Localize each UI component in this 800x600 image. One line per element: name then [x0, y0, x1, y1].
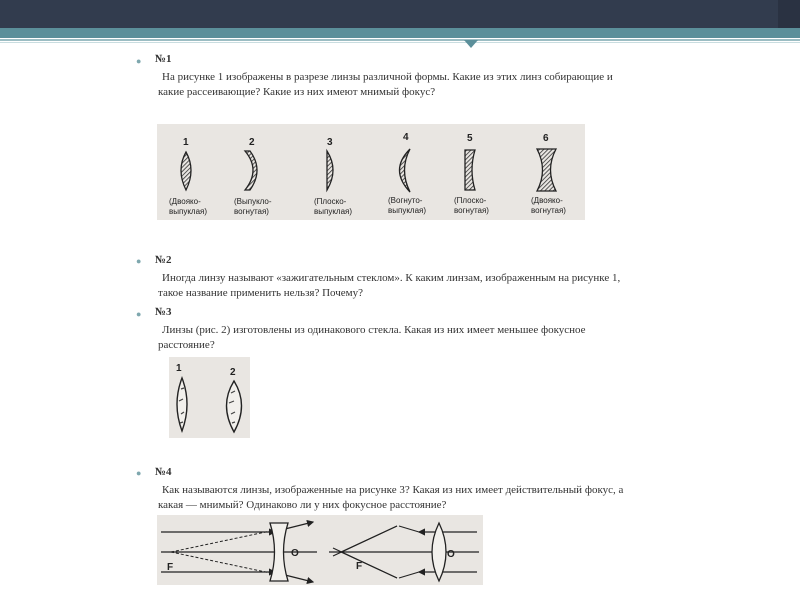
svg-text:(Плоско-: (Плоско-: [454, 196, 487, 205]
svg-text:1: 1: [176, 363, 182, 374]
question-number-3: №3: [155, 306, 172, 318]
svg-text:вогнутая): вогнутая): [234, 207, 269, 216]
diagram-diverging-lens: [161, 522, 317, 582]
header-line: [0, 39, 800, 41]
header-band: [0, 28, 800, 38]
svg-text:выпуклая): выпуклая): [388, 206, 427, 215]
lens-2-convex-concave: [234, 137, 272, 216]
svg-text:(Плоско-: (Плоско-: [314, 197, 347, 206]
svg-text:O: O: [291, 548, 299, 559]
lens-6-biconcave: [531, 133, 566, 215]
svg-text:выпуклая): выпуклая): [314, 207, 353, 216]
svg-text:6: 6: [543, 133, 549, 144]
header-bar: [0, 0, 800, 28]
svg-text:(Выпукло-: (Выпукло-: [234, 197, 272, 206]
svg-text:2: 2: [249, 137, 255, 148]
svg-text:вогнутая): вогнутая): [454, 206, 489, 215]
figure-1-lenses: [157, 124, 585, 220]
question-number-1: №1: [155, 53, 172, 65]
header-pointer: [464, 40, 478, 48]
lens-4-concave-convex: [388, 132, 426, 215]
diagram-converging-lens: [329, 523, 479, 581]
question-number-4: №4: [155, 466, 172, 478]
question-text-3: Линзы (рис. 2) изготовлены из одинакового стекла. Какая из них имеет меньшее фокусное расстояние?: [158, 324, 586, 351]
lens-1-number: 1: [183, 137, 189, 148]
svg-text:(Двояко-: (Двояко-: [169, 197, 201, 206]
bullet-icon: ●: [136, 309, 142, 319]
svg-text:(Вогнуто-: (Вогнуто-: [388, 196, 423, 205]
svg-text:3: 3: [327, 137, 333, 148]
question-text-1: На рисунке 1 изображены в разрезе линзы различной формы. Какие из этих линз собирающие и какие рассеивающие? Какие из них имеют мнимый фокус?: [158, 71, 613, 98]
svg-text:4: 4: [403, 132, 409, 143]
bullet-icon: ●: [136, 256, 142, 266]
lens-1-biconvex: [169, 137, 207, 216]
svg-text:F: F: [356, 561, 363, 572]
figure-2-lenses: [169, 357, 250, 438]
lens-3-plano-convex: [314, 137, 352, 216]
bullet-icon: ●: [136, 468, 142, 478]
figure-3-ray-diagrams: [157, 515, 483, 585]
question-text-2: Иногда линзу называют «зажигательным стеклом». К каким линзам, изображенным на рисунке 1, такое название применить нельзя? Почему?: [158, 272, 621, 299]
question-number-2: №2: [155, 254, 172, 266]
header-line-light: [0, 42, 800, 43]
svg-text:O: O: [447, 549, 455, 560]
svg-text:вогнутая): вогнутая): [531, 206, 566, 215]
lens-5-plano-concave: [454, 133, 489, 215]
svg-text:2: 2: [230, 367, 236, 378]
svg-text:выпуклая): выпуклая): [169, 207, 208, 216]
svg-text:(Двояко-: (Двояко-: [531, 196, 563, 205]
question-text-4: Как называются линзы, изображенные на рисунке 3? Какая из них имеет действительный фокус, а какая — мнимый? Одинаково ли у них фокусное расстояние?: [158, 484, 624, 511]
bullet-icon: ●: [136, 56, 142, 66]
lens-fig2-1: [176, 363, 187, 431]
svg-text:5: 5: [467, 133, 473, 144]
svg-text:F: F: [167, 562, 174, 573]
lens-fig2-2: [227, 367, 242, 432]
